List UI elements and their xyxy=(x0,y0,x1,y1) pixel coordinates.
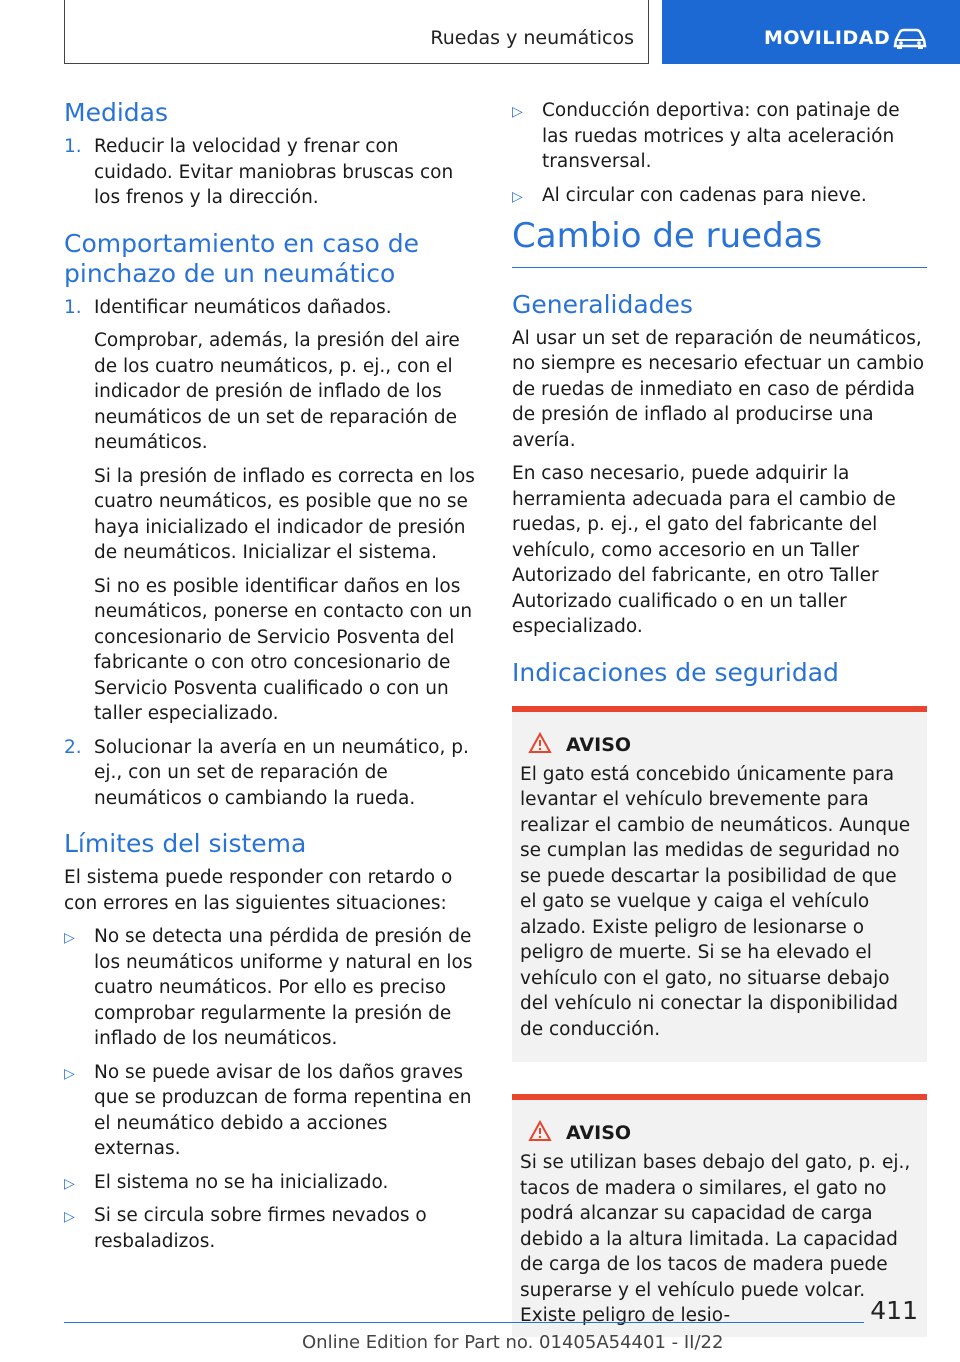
chapter-label: MOVILIDAD xyxy=(764,27,891,49)
paragraph: Al usar un set de reparación de neumáticos, no siempre es necesario efectuar un cambio de ruedas de inmediato en caso de pérdida de presión de inflado al producirse una avería. xyxy=(512,327,925,451)
bullet-text: Al circular con cadenas para nieve. xyxy=(542,184,867,206)
heading-cambio-de-ruedas: Cambio de ruedas xyxy=(512,216,927,268)
page-number: 411 xyxy=(870,1296,918,1325)
list-paragraph: Si no es posible identificar daños en los neumáticos, ponerse en contacto con un concesionario de Servicio Posventa del fabricante o con otro concesionario de Servicio Posventa cualificado o con un taller especializado. xyxy=(94,575,473,724)
list-paragraph: Si la presión de inflado es correcta en los cuatro neumáticos, es posible que no se haya inicializado el indicador de presión de neumáticos. Inicializar el sistema. xyxy=(94,465,475,563)
footer-divider xyxy=(64,1322,864,1323)
triangle-bullet-icon: ▷ xyxy=(64,1065,75,1082)
list-item xyxy=(64,735,479,812)
list-item xyxy=(64,134,479,211)
section-title: Ruedas y neumáticos xyxy=(430,27,634,49)
list-number: 1. xyxy=(64,296,82,318)
edition-footer: Online Edition for Part no. 01405A54401 - II/22 xyxy=(302,1332,724,1353)
list-text: Reducir la velocidad y frenar con cuidado. Evitar maniobras bruscas con los frenos y la dirección. xyxy=(94,136,454,208)
triangle-bullet-icon: ▷ xyxy=(64,1175,75,1192)
warning-title xyxy=(566,734,919,756)
paragraph: El sistema puede responder con retardo o con errores en las siguientes situaciones: xyxy=(64,867,453,914)
heading-pinchazo: Comportamiento en caso de pinchazo de un neumático xyxy=(64,228,419,288)
list-paragraph: Comprobar, además, la presión del aire de los cuatro neumáticos, p. ej., con el indicador de presión de inflado de los neumáticos de un set de reparación de neumáticos. xyxy=(94,330,460,453)
warning-title xyxy=(566,1122,919,1144)
list-item xyxy=(64,295,479,727)
triangle-bullet-icon: ▷ xyxy=(512,104,523,120)
bullet-item xyxy=(64,924,479,1052)
warning-box xyxy=(512,706,927,1063)
left-column xyxy=(64,98,479,1262)
warning-triangle-icon xyxy=(528,1120,552,1142)
list-number: 1. xyxy=(64,136,82,157)
bullet-item xyxy=(512,183,927,209)
bullet-text: No se puede avisar de los daños graves que se produzcan de forma repentina en el neumático debido a acciones externas. xyxy=(94,1061,472,1159)
list-text: Solucionar la avería en un neumático, p. ej., con un set de reparación de neumáticos o cambiando la rueda. xyxy=(94,736,469,809)
bullet-text: No se detecta una pérdida de presión de los neumáticos uniforme y natural en los cuatro neumáticos. Por ello es preciso comprobar regularmente la presión de inflado de los neumáticos. xyxy=(94,926,473,1049)
list-text: Identificar neumáticos dañados. xyxy=(94,296,392,318)
heading-generalidades: Generalidades xyxy=(512,289,693,319)
warning-box xyxy=(512,1094,927,1337)
heading-medidas: Medidas xyxy=(64,98,168,127)
bullet-item xyxy=(64,1203,479,1254)
paragraph: En caso necesario, puede adquirir la herramienta adecuada para el cambio de ruedas, p. ej., el gato del fabricante del vehículo, como accesorio en un Taller Autorizado del fabricante, en otro Taller Autorizado cualificado o en un taller especializado. xyxy=(512,463,896,638)
warning-triangle-icon xyxy=(528,732,552,754)
warning-text: El gato está concebido únicamente para levantar el vehículo brevemente para realizar el cambio de neumáticos. Aunque se cumplan las medidas de seguridad no se puede descartar la posibilidad de que el gato se vuelque y caiga el vehículo alzado. Existe peligro de lesionarse o peligro de muerte. Si se ha elevado el vehículo con el gato, no situarse debajo del vehículo ni conectar la disponibilidad de conducción. xyxy=(520,763,911,1040)
triangle-bullet-icon: ▷ xyxy=(512,188,523,205)
bullet-text: Si se circula sobre firmes nevados o resbaladizos. xyxy=(94,1205,427,1252)
triangle-bullet-icon: ▷ xyxy=(64,1209,75,1225)
bullet-item xyxy=(512,98,927,175)
car-icon xyxy=(892,28,928,50)
right-column xyxy=(512,98,927,1337)
bullet-text: Conducción deportiva: con patinaje de las ruedas motrices y alta aceleración transversal. xyxy=(542,100,900,172)
chapter-tab[interactable] xyxy=(662,0,960,64)
warning-text: Si se utilizan bases debajo del gato, p. ej., tacos de madera o similares, el gato no podrá alcanzar su capacidad de carga debido a la altura limitada. La capacidad de carga de los tacos de madera puede superarse y el vehículo puede volcar. Existe peligro de lesio- xyxy=(520,1152,911,1327)
triangle-bullet-icon: ▷ xyxy=(64,930,75,946)
list-number: 2. xyxy=(64,736,82,758)
heading-limites: Límites del sistema xyxy=(64,829,307,858)
heading-seguridad: Indicaciones de seguridad xyxy=(512,657,839,687)
bullet-item xyxy=(64,1060,479,1162)
warning-label: AVISO xyxy=(566,1122,632,1145)
bullet-text: El sistema no se ha inicializado. xyxy=(94,1171,389,1193)
bullet-item xyxy=(64,1170,479,1196)
warning-label: AVISO xyxy=(566,733,632,756)
